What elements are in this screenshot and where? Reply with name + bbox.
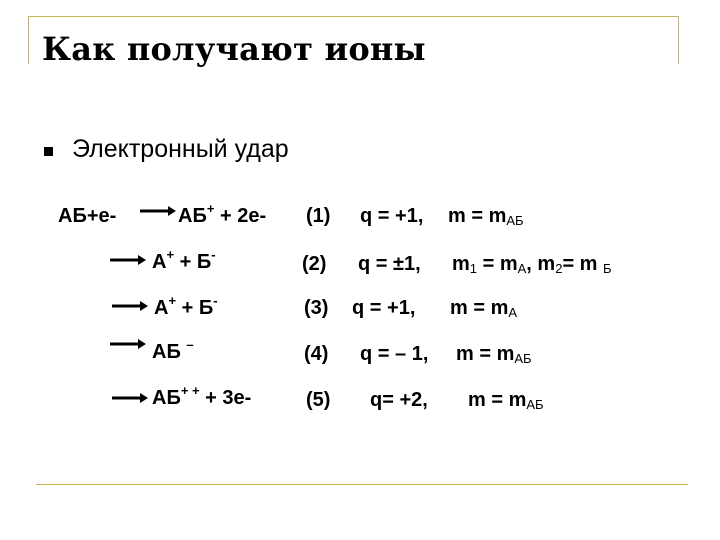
reaction-2-mass: $m_1 = m_А$, $m_2= m$ $_Б$ bbox=[452, 253, 612, 276]
slide-title: Как получают ионы bbox=[42, 30, 426, 68]
reaction-5-mass: $m = m_{АБ}$ bbox=[468, 389, 544, 412]
frame-right-line bbox=[678, 16, 679, 64]
reaction-2-number: (2) bbox=[302, 253, 327, 275]
reaction-3-products: А+ + Б- bbox=[154, 293, 218, 319]
reaction-1-number: (1) bbox=[306, 205, 331, 227]
reaction-2-products: А+ + Б- bbox=[152, 247, 216, 273]
reaction-5-products: АБ+ + + 3е- bbox=[152, 383, 252, 409]
frame-left-line bbox=[28, 16, 29, 64]
frame-top-line bbox=[28, 16, 678, 17]
reaction-4-products: АБ – bbox=[152, 337, 194, 363]
reaction-5-number: (5) bbox=[306, 389, 331, 411]
right-arrow-icon bbox=[140, 205, 176, 217]
reaction-4-charge: q = – 1, bbox=[360, 343, 429, 365]
right-arrow-icon bbox=[112, 300, 148, 312]
reaction-3-charge: q = +1, bbox=[352, 297, 416, 319]
right-arrow-icon bbox=[110, 338, 146, 350]
frame-bottom-line bbox=[36, 484, 688, 485]
bullet-text: Электронный удар bbox=[72, 135, 289, 163]
reaction-1-charge: q = +1, bbox=[360, 205, 424, 227]
reaction-3-mass: $m = m_А$ bbox=[450, 297, 518, 320]
reaction-1-mass: $m = m_{АБ}$ bbox=[448, 205, 524, 228]
reaction-4-mass: $m = m_{АБ}$ bbox=[456, 343, 532, 366]
square-bullet-icon bbox=[44, 147, 53, 156]
reaction-2-charge: q = ±1, bbox=[358, 253, 421, 275]
reaction-1-reactants: АБ+е- bbox=[58, 205, 117, 227]
reaction-1-products: АБ+ + 2е- bbox=[178, 201, 267, 227]
right-arrow-icon bbox=[110, 254, 146, 266]
reaction-3-number: (3) bbox=[304, 297, 329, 319]
reaction-4-number: (4) bbox=[304, 343, 329, 365]
right-arrow-icon bbox=[112, 392, 148, 404]
reaction-5-charge: q= +2, bbox=[370, 389, 428, 411]
